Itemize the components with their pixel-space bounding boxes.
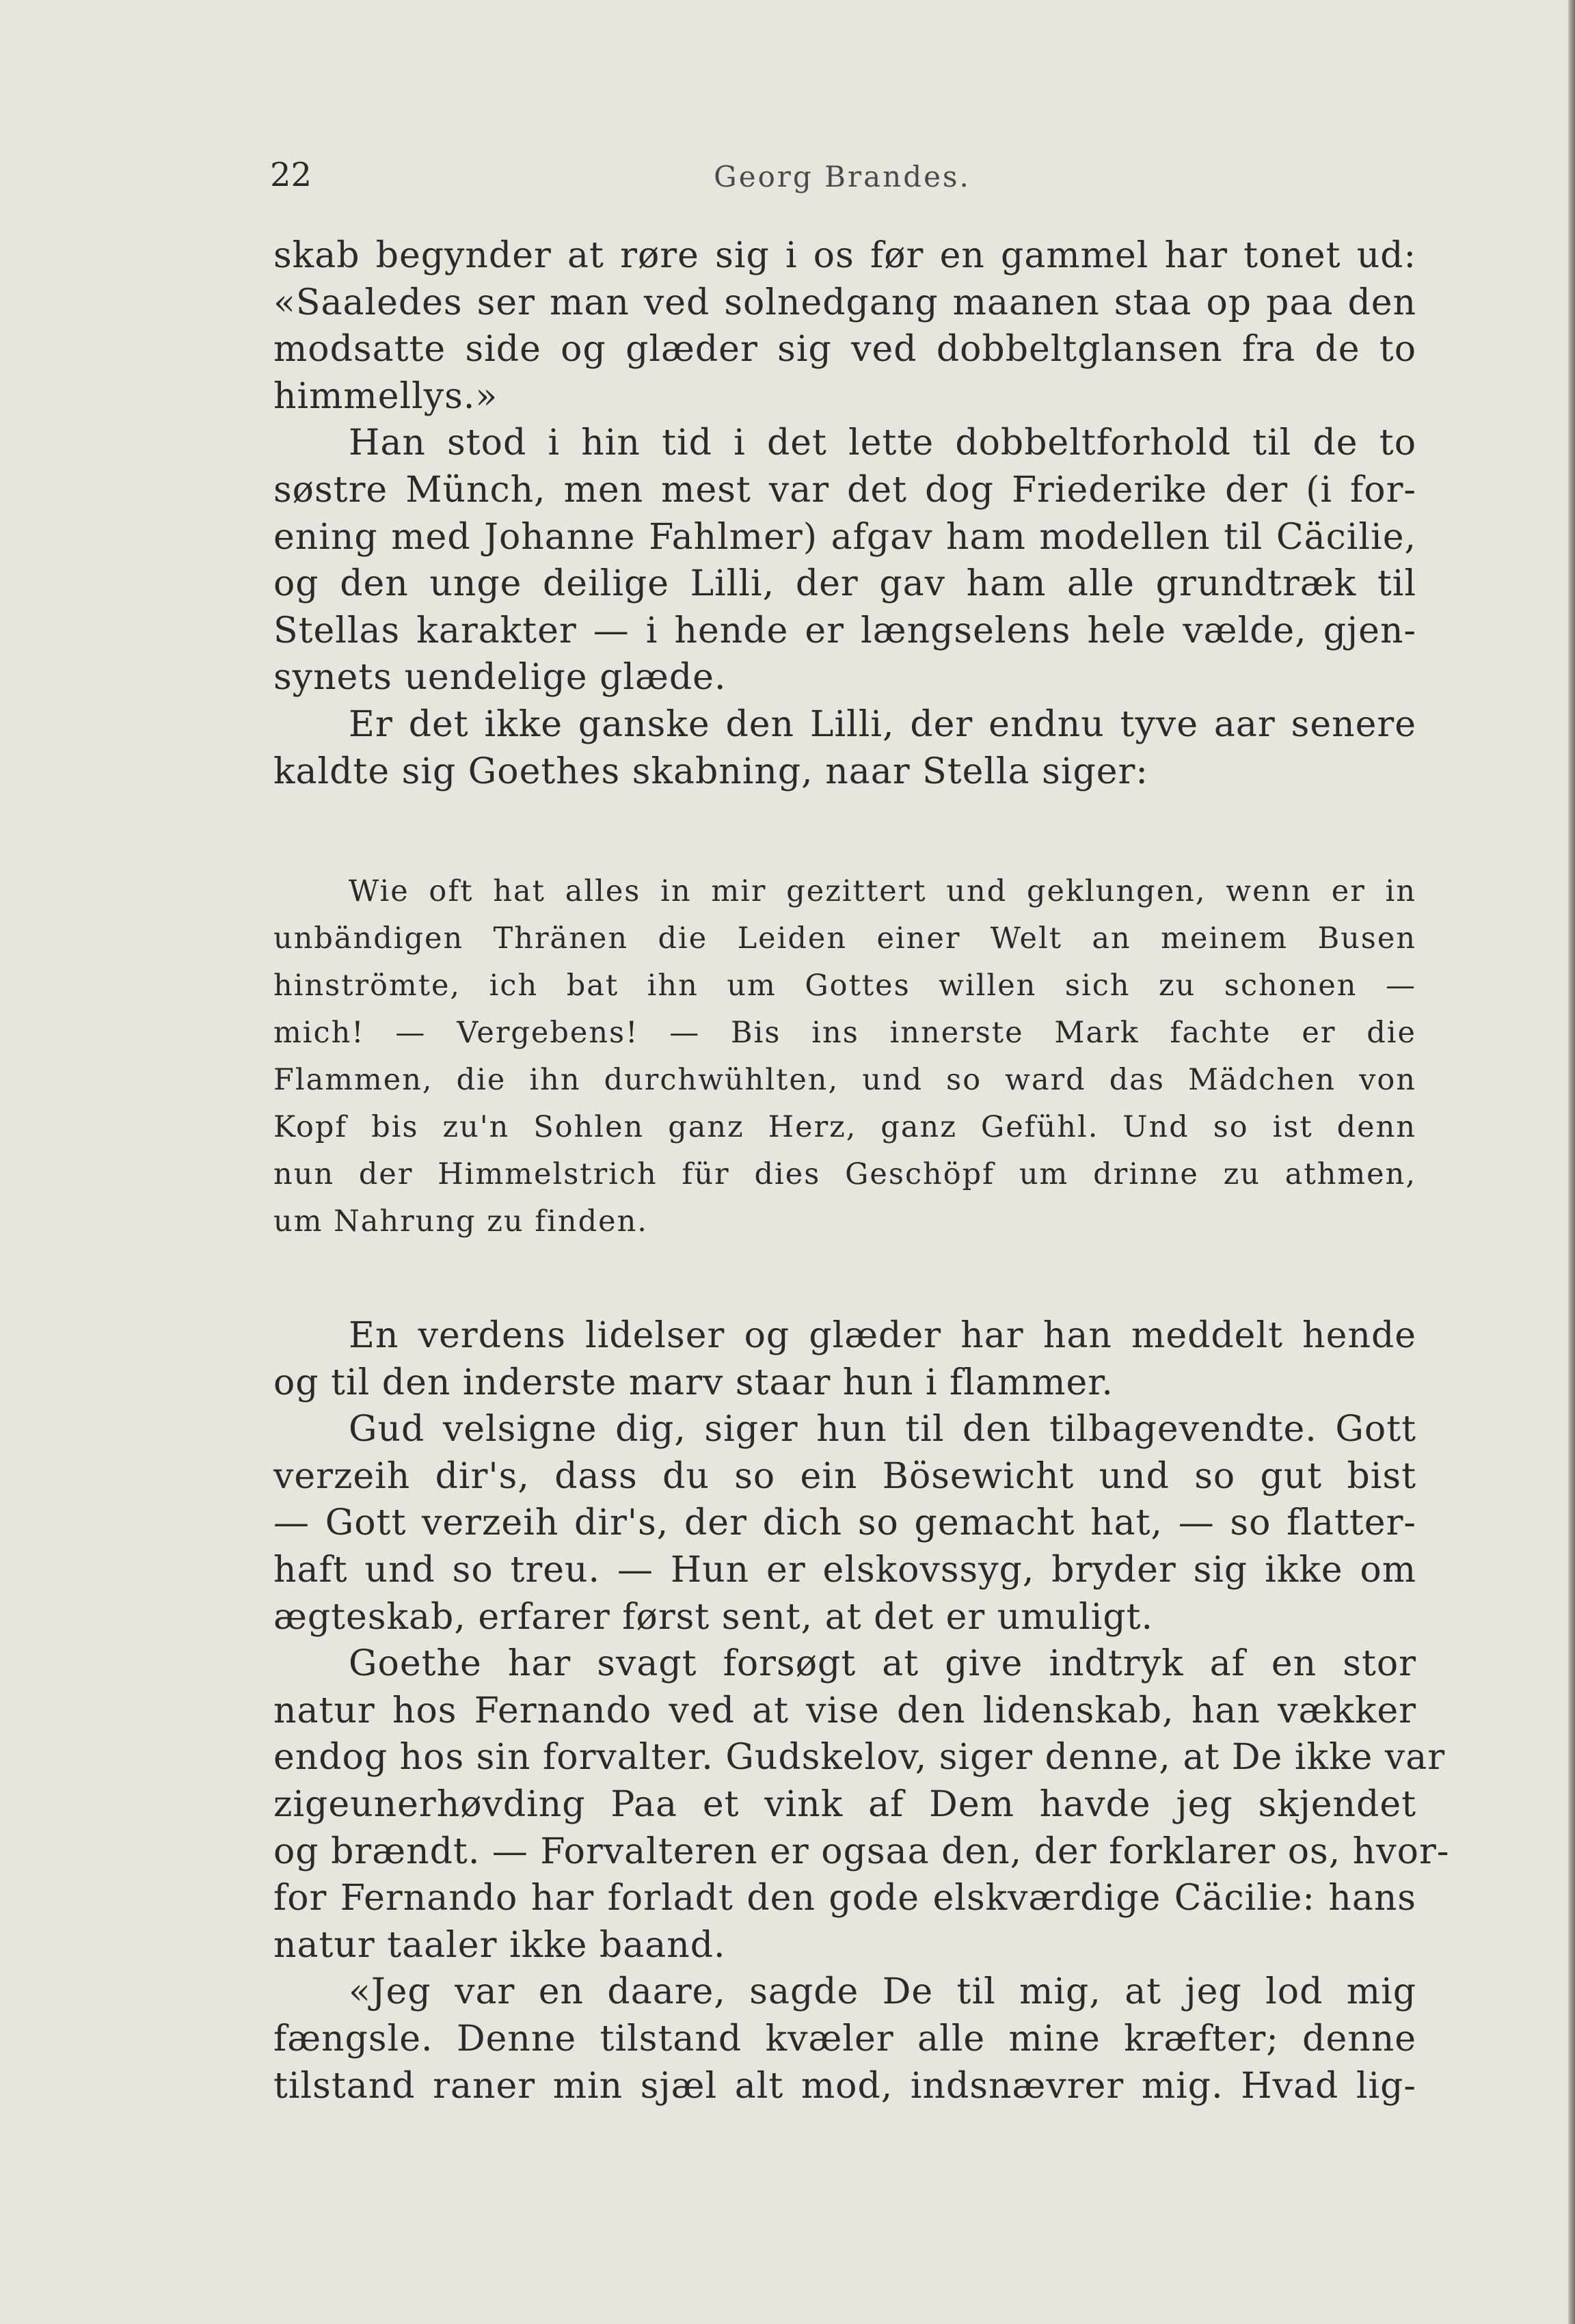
text-line: «Jeg var en daare, sagde De til mig, at jeg lod mig <box>349 1971 1416 2013</box>
paragraph <box>273 1969 1416 2109</box>
text-line: tilstand raner min sjæl alt mod, indsnævrer mig. Hvad lig- <box>273 2065 1416 2107</box>
paragraph <box>273 1406 1416 1640</box>
text-line: og brændt. — Forvalteren er ogsaa den, der forklarer os, hvor- <box>273 1830 1450 1872</box>
text-line: kaldte sig Goethes skabning, naar Stella siger: <box>273 751 1148 792</box>
text-line: Er det ikke ganske den Lilli, der endnu tyve aar senere <box>349 703 1416 745</box>
text-line: og til den inderste marv staar hun i flammer. <box>273 1362 1114 1403</box>
text-line: Flammen, die ihn durchwühlten, und so ward das Mädchen von <box>273 1063 1416 1097</box>
text-line: Wie oft hat alles in mir gezittert und geklungen, wenn er in <box>349 874 1416 908</box>
text-line: ening med Johanne Fahlmer) afgav ham modellen til Cäcilie, <box>273 516 1416 558</box>
body-text-top <box>273 232 1416 795</box>
text-line: nun der Himmelstrich für dies Geschöpf um drinne zu athmen, <box>273 1157 1416 1191</box>
text-line: En verdens lidelser og glæder har han meddelt hende <box>349 1315 1416 1356</box>
paragraph <box>273 1640 1450 1969</box>
paragraph <box>273 701 1416 795</box>
text-line: Goethe har svagt forsøgt at give indtryk af en stor <box>349 1643 1416 1685</box>
text-line: hinströmte, ich bat ihn um Gottes willen sich zu schonen — <box>273 969 1416 1003</box>
page-number: 22 <box>270 156 312 194</box>
text-line: modsatte side og glæder sig ved dobbeltglansen fra de to <box>273 329 1416 370</box>
text-line: fængsle. Denne tilstand kvæler alle mine kræfter; denne <box>273 2018 1416 2059</box>
text-line: synets uendelige glæde. <box>273 657 727 699</box>
paragraph <box>273 868 1416 1245</box>
text-line: Kopf bis zu'n Sohlen ganz Herz, ganz Gefühl. Und so ist denn <box>273 1110 1416 1144</box>
text-line: skab begynder at røre sig i os før en gammel har tonet ud: <box>273 235 1416 276</box>
block-quote <box>273 868 1416 1245</box>
page-header <box>270 156 1414 204</box>
text-line: natur hos Fernando ved at vise den lidenskab, han vækker <box>273 1690 1416 1731</box>
paragraph <box>273 420 1416 701</box>
text-line: endog hos sin forvalter. Gudskelov, siger denne, at De ikke var <box>273 1737 1446 1779</box>
text-line: mich! — Vergebens! — Bis ins innerste Mark fachte er die <box>273 1016 1416 1050</box>
paragraph <box>273 1312 1416 1406</box>
text-line: — Gott verzeih dir's, der dich so gemacht hat, — so flatter- <box>273 1502 1416 1544</box>
text-line: Stellas karakter — i hende er længselens hele vælde, gjen- <box>273 610 1416 651</box>
text-line: for Fernando har forladt den gode elskværdige Cäcilie: hans <box>273 1878 1416 1919</box>
text-line: og den unge deilige Lilli, der gav ham alle grundtræk til <box>273 563 1416 605</box>
text-line: Gud velsigne dig, siger hun til den tilbagevendte. Gott <box>349 1409 1416 1450</box>
page-edge <box>1568 0 1575 2324</box>
text-line: søstre Münch, men mest var det dog Friederike der (i for- <box>273 469 1416 511</box>
text-line: unbändigen Thränen die Leiden einer Welt an meinem Busen <box>273 921 1416 956</box>
text-line: ægteskab, erfarer først sent, at det er umuligt. <box>273 1596 1154 1638</box>
body-text-bottom <box>273 1312 1450 2109</box>
text-line: haft und so treu. — Hun er elskovssyg, bryder sig ikke om <box>273 1549 1416 1591</box>
text-line: um Nahrung zu finden. <box>273 1204 648 1239</box>
text-line: zigeunerhøvding Paa et vink af Dem havde jeg skjendet <box>273 1783 1416 1825</box>
text-line: Han stod i hin tid i det lette dobbeltforhold til de to <box>349 422 1416 464</box>
text-line: verzeih dir's, dass du so ein Bösewicht und so gut bist <box>273 1455 1416 1497</box>
text-line: «Saaledes ser man ved solnedgang maanen staa op paa den <box>273 282 1416 323</box>
text-line: natur taaler ikke baand. <box>273 1924 726 1966</box>
running-head: Georg Brandes. <box>714 160 971 193</box>
text-line: himmellys.» <box>273 375 498 417</box>
paragraph <box>273 232 1416 420</box>
